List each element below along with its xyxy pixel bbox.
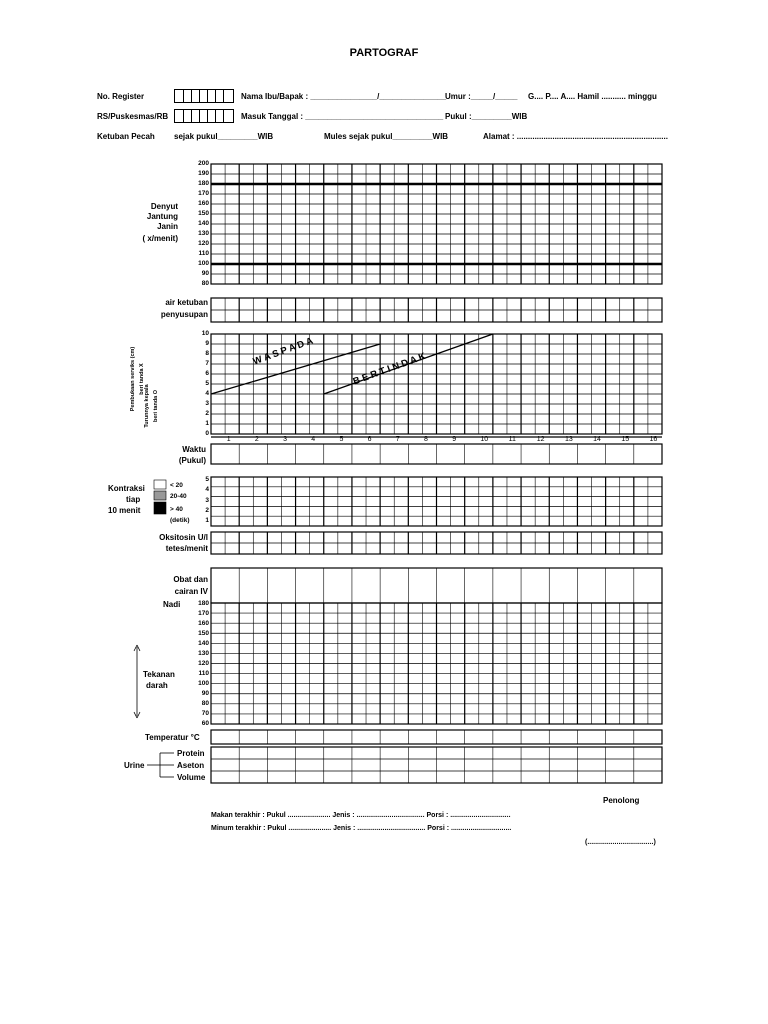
masuk-field[interactable]: Masuk Tanggal : _______________________________ bbox=[241, 112, 444, 121]
urine-label: Urine bbox=[124, 761, 145, 770]
hour-tick-label: 1 bbox=[226, 436, 231, 443]
nadi-tick-label: 130 bbox=[198, 650, 209, 657]
urine-aseton-label: Aseton bbox=[177, 761, 205, 770]
nadi-tick-label: 80 bbox=[201, 700, 209, 707]
hour-tick-label: 12 bbox=[536, 436, 545, 443]
kon-tick-label: 3 bbox=[205, 496, 209, 504]
kon-tick-label: 4 bbox=[205, 486, 209, 494]
legend-lt20-swatch bbox=[154, 480, 166, 489]
oksitosin-label-2: tetes/menit bbox=[165, 544, 208, 553]
kon-tick-label: 5 bbox=[205, 476, 209, 483]
ketuban-label: Ketuban Pecah bbox=[97, 132, 155, 141]
hour-tick-label: 14 bbox=[593, 436, 601, 443]
pukul-masuk-field[interactable]: Pukul :_________WIB bbox=[445, 112, 528, 121]
djj-tick-label: 180 bbox=[198, 180, 209, 187]
legend-20-40: 20-40 bbox=[170, 493, 187, 500]
penyusupan-label: penyusupan bbox=[160, 310, 208, 319]
hour-tick-label: 7 bbox=[395, 436, 400, 443]
djj-tick-label: 160 bbox=[198, 200, 209, 207]
td-arrow-head-down bbox=[137, 712, 140, 718]
serviks-tick-label: 10 bbox=[201, 330, 209, 337]
serviks-vlabel-2: beri tanda X bbox=[139, 363, 145, 395]
bertindak-line-label: B E R T I N D A K bbox=[351, 350, 428, 388]
hour-tick-label: 16 bbox=[649, 436, 658, 443]
waktu-label: Waktu bbox=[182, 445, 206, 454]
minum-terakhir-field[interactable]: Minum terakhir : Pukul ...................... Jenis : ................................... Porsi : ............................... bbox=[211, 825, 512, 832]
hour-tick-label: 11 bbox=[508, 436, 516, 443]
djj-label-1: Denyut bbox=[150, 202, 178, 211]
obat-label-2: cairan IV bbox=[174, 587, 208, 596]
penolong-signature-field[interactable]: (..................................) bbox=[585, 839, 656, 846]
nadi-tick-label: 170 bbox=[198, 610, 209, 617]
serviks-tick-label: 6 bbox=[205, 370, 209, 377]
urine-volume-label: Volume bbox=[177, 773, 206, 782]
hour-tick-label: 3 bbox=[283, 436, 287, 443]
hour-tick-label: 8 bbox=[424, 436, 428, 443]
obat-label-1: Obat dan bbox=[173, 575, 208, 584]
legend-20-40-swatch bbox=[154, 491, 166, 500]
nadi-tick-label: 90 bbox=[201, 690, 209, 697]
serviks-tick-label: 9 bbox=[205, 340, 209, 347]
nadi-tick-label: 160 bbox=[198, 620, 209, 627]
kepala-vlabel-2: beri tanda O bbox=[153, 389, 159, 423]
umur-field[interactable]: Umur :_____/_____ bbox=[445, 92, 518, 101]
djj-tick-label: 120 bbox=[198, 240, 209, 247]
kontraksi-label-2: tiap bbox=[126, 495, 141, 504]
oksitosin-label-1: Oksitosin U/l bbox=[159, 533, 208, 542]
legend-detik: (detik) bbox=[170, 517, 190, 524]
djj-tick-label: 190 bbox=[198, 170, 209, 177]
nadi-label: Nadi bbox=[163, 600, 181, 609]
kontraksi-label-3: 10 menit bbox=[108, 506, 141, 515]
gpa-field[interactable]: G.... P.... A.... Hamil ........... minggu bbox=[528, 92, 657, 101]
serviks-tick-label: 7 bbox=[205, 360, 209, 367]
penolong-label: Penolong bbox=[603, 796, 640, 805]
legend-gt40-swatch bbox=[154, 502, 166, 514]
nadi-tick-label: 180 bbox=[198, 600, 209, 607]
kon-tick-label: 1 bbox=[205, 517, 209, 524]
serviks-tick-label: 2 bbox=[205, 410, 209, 417]
tekanan-label-1: Tekanan bbox=[143, 670, 175, 679]
serviks-tick-label: 4 bbox=[205, 390, 209, 397]
hour-tick-label: 4 bbox=[311, 436, 316, 443]
nadi-tick-label: 110 bbox=[198, 670, 209, 677]
djj-label-4: ( x/menit) bbox=[142, 234, 178, 243]
nadi-tick-label: 60 bbox=[201, 720, 209, 727]
serviks-vlabel: Pembukaan serviks (cm) bbox=[130, 346, 136, 412]
serviks-tick-label: 0 bbox=[205, 430, 209, 437]
djj-tick-label: 90 bbox=[201, 270, 209, 277]
td-arrow-head-up bbox=[137, 645, 140, 651]
sejak-field[interactable]: sejak pukul_________WIB bbox=[174, 132, 274, 141]
no-register-label: No. Register bbox=[97, 92, 145, 101]
serviks-tick-label: 3 bbox=[205, 400, 209, 407]
hour-tick-label: 6 bbox=[367, 436, 372, 443]
tekanan-label-2: darah bbox=[146, 681, 168, 690]
djj-label-3: Janin bbox=[157, 222, 178, 231]
urine-protein-label: Protein bbox=[177, 749, 205, 758]
td-arrow-head-down bbox=[134, 712, 137, 718]
alamat-field[interactable]: Alamat : .................................................................... bbox=[483, 132, 668, 141]
nadi-tick-label: 140 bbox=[198, 640, 209, 647]
nadi-tick-label: 120 bbox=[198, 660, 209, 667]
makan-terakhir-field[interactable]: Makan terakhir : Pukul ...................... Jenis : ................................... Porsi : ............................... bbox=[211, 812, 511, 819]
serviks-tick-label: 8 bbox=[205, 350, 209, 357]
djj-tick-label: 110 bbox=[198, 250, 209, 257]
nama-field[interactable]: Nama Ibu/Bapak : _______________/_______________ bbox=[241, 92, 447, 101]
nadi-tick-label: 100 bbox=[198, 680, 209, 687]
mules-field[interactable]: Mules sejak pukul_________WIB bbox=[324, 132, 449, 141]
djj-label-2: Jantung bbox=[146, 212, 178, 221]
djj-tick-label: 80 bbox=[201, 280, 209, 287]
nadi-tick-label: 70 bbox=[201, 710, 209, 717]
pukul-label: (Pukul) bbox=[178, 456, 206, 465]
kontraksi-label-1: Kontraksi bbox=[108, 484, 145, 493]
rs-label: RS/Puskesmas/RB bbox=[97, 112, 169, 121]
djj-tick-label: 140 bbox=[198, 220, 209, 227]
serviks-tick-label: 1 bbox=[205, 420, 209, 427]
djj-tick-label: 170 bbox=[198, 190, 209, 197]
nadi-tick-label: 150 bbox=[198, 630, 209, 637]
djj-tick-label: 100 bbox=[198, 260, 209, 267]
hour-tick-label: 13 bbox=[564, 436, 573, 443]
kepala-vlabel: Turunnya kepala bbox=[144, 384, 150, 428]
hour-tick-label: 5 bbox=[339, 436, 344, 443]
djj-tick-label: 200 bbox=[198, 160, 209, 167]
kon-tick-label: 2 bbox=[205, 506, 209, 514]
serviks-tick-label: 5 bbox=[205, 380, 209, 387]
td-arrow-head-up bbox=[134, 645, 137, 651]
djj-tick-label: 150 bbox=[198, 210, 209, 217]
hour-tick-label: 10 bbox=[480, 436, 489, 443]
page-title: PARTOGRAF bbox=[349, 47, 419, 59]
temperatur-label: Temperatur °C bbox=[145, 733, 200, 742]
hour-tick-label: 15 bbox=[621, 436, 630, 443]
waspada-line-label: W A S P A D A bbox=[251, 335, 315, 368]
air-ketuban-label: air ketuban bbox=[165, 298, 208, 307]
hour-tick-label: 9 bbox=[452, 436, 457, 443]
djj-tick-label: 130 bbox=[198, 230, 209, 237]
legend-gt40: > 40 bbox=[170, 506, 183, 513]
hour-tick-label: 2 bbox=[254, 436, 259, 443]
legend-lt20: < 20 bbox=[170, 482, 183, 489]
